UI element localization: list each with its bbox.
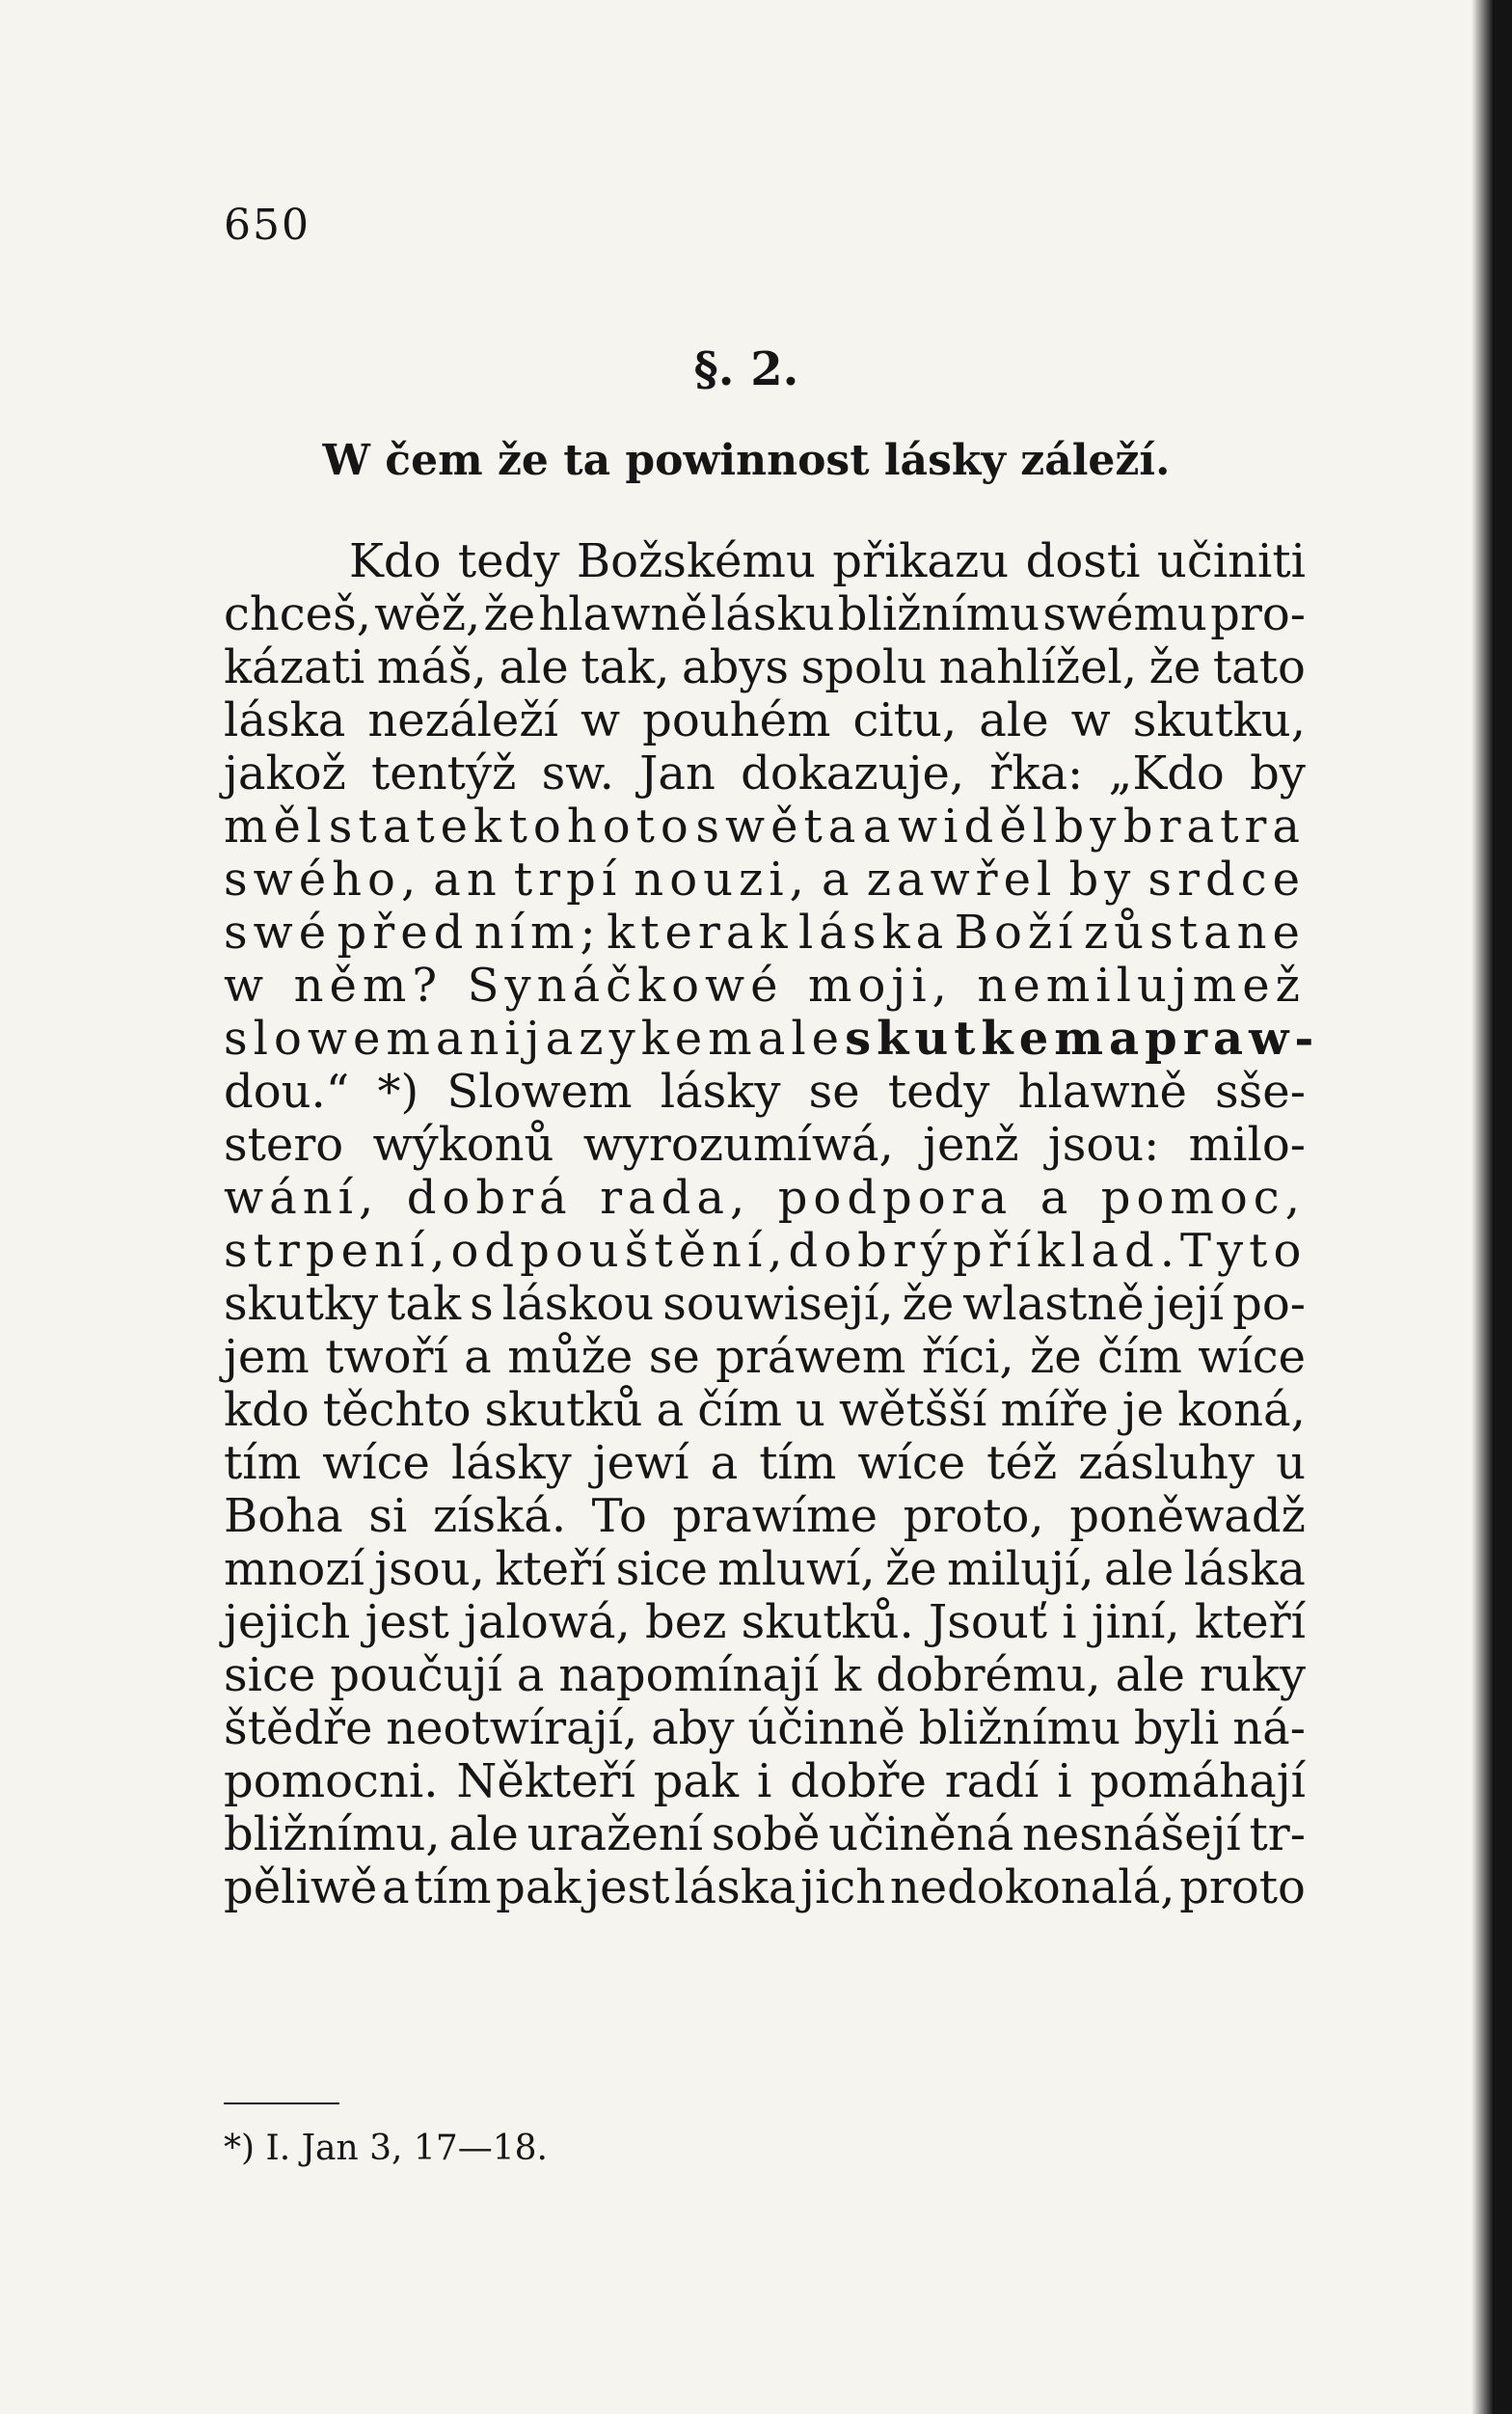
body-line: jem twoří a může se práwem říci, že čím wíce — [224, 1330, 1306, 1384]
body-line: kdo těchto skutků a čím u wětšší míře je koná, — [224, 1383, 1306, 1437]
body-line: jejich jest jalowá, bez skutků. Jsouť i jiní, kteří — [224, 1595, 1306, 1649]
footnote: *) I. Jan 3, 17—18. — [224, 2129, 548, 2168]
body-line: tím wíce lásky jewí a tím wíce též zásluhy u — [224, 1436, 1306, 1490]
body-line: wání, dobrá rada, podpora a pomoc, — [224, 1171, 1306, 1225]
body-line: měl statek tohoto swěta a widěl by bratra — [224, 800, 1306, 854]
body-text — [224, 534, 1320, 1914]
body-line: Kdo tedy Božskému přikazu dosti učiniti — [349, 534, 1306, 588]
body-line: štědře neotwírají, aby účinně bližnímu byli ná- — [224, 1701, 1306, 1755]
body-line: sice poučují a napomínají k dobrému, ale ruky — [224, 1648, 1306, 1702]
section-mark: §. 2. — [693, 342, 799, 396]
page-number: 650 — [224, 201, 310, 250]
body-line: mnozí jsou, kteří sice mluwí, že milují, ale láska — [224, 1542, 1306, 1596]
body-line: jakož tentýž sw. Jan dokazuje, řka: „Kdo by — [224, 746, 1306, 800]
body-line: strpení, odpouštění, dobrý příklad. Tyto — [224, 1224, 1308, 1278]
body-line: láska nezáleží w pouhém citu, ale w skutku, — [224, 693, 1306, 747]
body-line: pěliwě a tím pak jest láska jich nedokonalá, proto — [224, 1860, 1306, 1914]
body-line: skutky tak s láskou souwisejí, že wlastně její po- — [224, 1277, 1306, 1331]
body-line: stero wýkonů wyrozumíwá, jenž jsou: milo- — [224, 1118, 1306, 1172]
body-line: Boha si získá. To prawíme proto, poněwadž — [224, 1489, 1306, 1543]
body-line: swého, an trpí nouzi, a zawřel by srdce — [224, 853, 1306, 907]
body-line: dou.“ *) Slowem lásky se tedy hlawně sše- — [224, 1065, 1306, 1119]
body-line: chceš, wěž, že hlawně lásku bližnímu swému pro- — [224, 587, 1306, 641]
section-title: W čem že ta powinnost lásky záleží. — [322, 436, 1171, 485]
body-line: slowem ani jazykem ale skutkem a praw- — [224, 1012, 1320, 1066]
body-line: bližnímu, ale uražení sobě učiněná nesnášejí tr- — [224, 1807, 1306, 1861]
body-line: w něm? Synáčkowé moji, nemilujmež — [224, 959, 1306, 1013]
body-line: swé před ním; kterak láska Boží zůstane — [224, 906, 1306, 960]
body-line: kázati máš, ale tak, abys spolu nahlížel, že tato — [224, 640, 1306, 694]
body-line: pomocni. Někteří pak i dobře radí i pomáhají — [224, 1754, 1306, 1808]
